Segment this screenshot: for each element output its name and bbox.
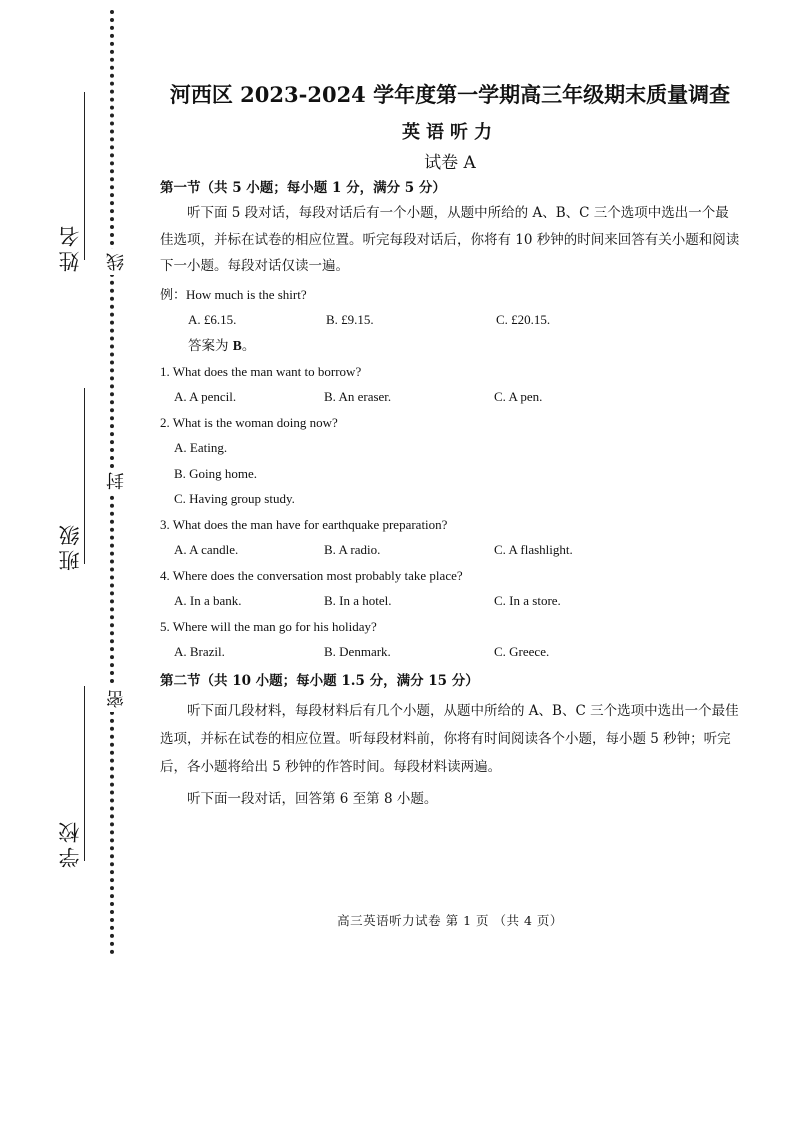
question-1-options [160, 384, 740, 410]
class-label: 班级 [58, 521, 82, 571]
option-a: A. A candle. [174, 542, 239, 557]
option-c: C. Greece. [494, 644, 550, 659]
example-options [160, 307, 740, 333]
option-c: C. In a store. [494, 593, 561, 608]
option-a: A. A pencil. [174, 389, 237, 404]
question-5: 5. Where will the man go for his holiday? [160, 618, 377, 634]
seal-char-seal: 封 [104, 468, 130, 494]
section2-instructions: 听下面几段材料，每段材料后有几个小题，从题中所给的 A、B、C 三个选项中选出一个最佳选项，并标在试卷的相应位置。听每段材料前，你将有时间阅读各个小题，每小题 5 秒钟；听完后，各小题将给出 5 秒钟的作答时间。每段材料读两遍。 [160, 702, 739, 775]
school-label: 学校 [58, 818, 82, 868]
example-option-c: C. £20.15. [496, 312, 551, 327]
option-b: B. Going home. [174, 465, 258, 481]
question-5-options [160, 639, 740, 665]
option-c: C. A flashlight. [494, 542, 573, 557]
question-3-options [160, 537, 740, 563]
example-question: 例：How much is the shirt? [160, 286, 307, 302]
exam-paper [160, 80, 740, 813]
question-4-options [160, 588, 740, 614]
option-b: B. In a hotel. [324, 593, 392, 608]
option-a: A. In a bank. [174, 593, 242, 608]
option-c: C. Having group study. [174, 491, 295, 506]
section2-dialogue-instruction: 听下面一段对话，回答第 6 至第 8 小题。 [187, 790, 438, 807]
option-b: B. A radio. [324, 542, 381, 557]
page-footer: 高三英语听力试卷 第 1 页 （共 4 页） [337, 913, 563, 928]
question-4: 4. Where does the conversation most probably take place? [160, 567, 463, 583]
section1-heading: 第一节（共 5 小题；每小题 1 分，满分 5 分） [160, 180, 446, 196]
option-b: B. Denmark. [324, 644, 391, 659]
option-a: A. Brazil. [174, 644, 225, 659]
option-a: A. Eating. [174, 440, 228, 455]
example-answer-letter: B [232, 337, 242, 353]
name-label: 姓名 [58, 222, 82, 272]
example-answer: 答案为 B。 [188, 337, 256, 354]
exam-subtitle: 英语听力 [402, 122, 498, 143]
seal-char-line: 线 [104, 249, 130, 275]
seal-char-close: 密 [104, 686, 130, 712]
example-option-b: B. £9.15. [326, 312, 374, 327]
question-1: 1. What does the man want to borrow? [160, 363, 362, 379]
exam-version: 试卷 A [424, 153, 476, 173]
question-2: 2. What is the woman doing now? [160, 414, 338, 430]
exam-title: 河西区 2023-2024 学年度第一学期高三年级期末质量调查 [169, 82, 731, 107]
option-b: B. An eraser. [324, 389, 392, 404]
school-underline [84, 686, 85, 861]
section1-instructions: 听下面 5 段对话，每段对话后有一个小题，从题中所给的 A、B、C 三个选项中选出一个最佳选项，并标在试卷的相应位置。听完每段对话后，你将有 10 秒钟的时间来回答有关小题和阅读下一小题。每段对话仅读一遍。 [160, 205, 740, 274]
option-c: C. A pen. [494, 389, 543, 404]
class-underline [84, 388, 85, 564]
name-underline [84, 92, 85, 260]
section2-heading: 第二节（共 10 小题；每小题 1.5 分，满分 15 分） [160, 672, 479, 689]
question-3: 3. What does the man have for earthquake preparation? [160, 516, 448, 532]
example-option-a: A. £6.15. [188, 312, 237, 327]
